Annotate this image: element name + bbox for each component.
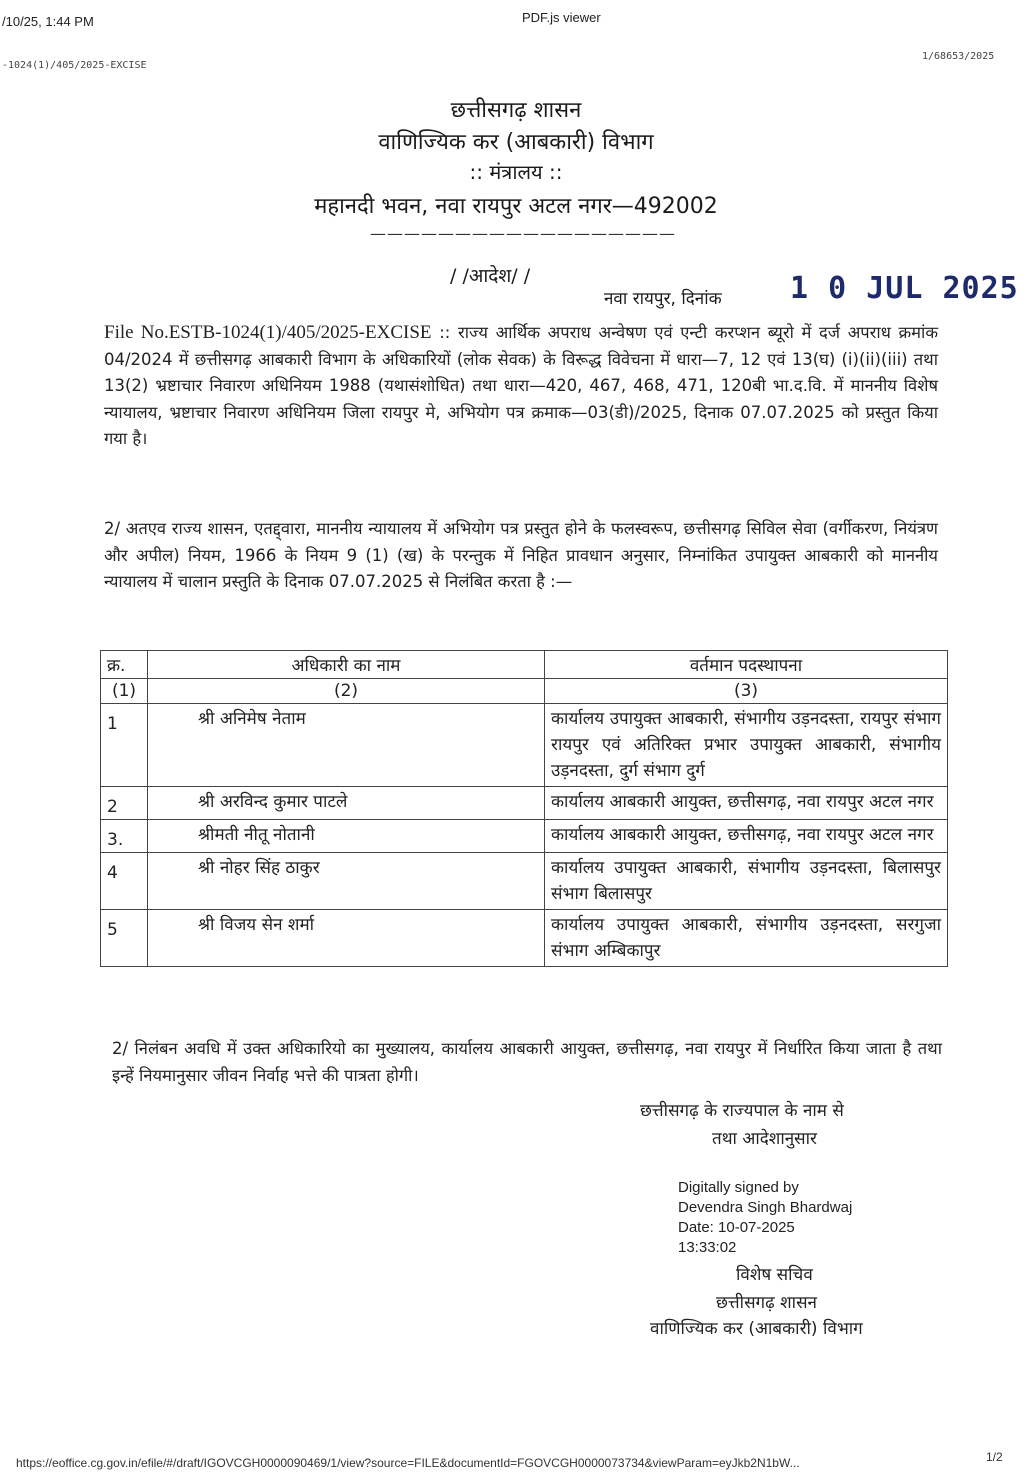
row-serial: 3. [101,820,148,853]
page-indicator: 1/2 [986,1450,1003,1464]
row-officer-name: श्री विजय सेन शर्मा [148,910,545,967]
signatory-govt: छत्तीसगढ़ शासन [716,1293,817,1313]
col-num-3: (3) [545,679,948,704]
row-officer-name: श्री अनिमेष नेताम [148,704,545,787]
header-divider: —————————————————— [370,224,676,243]
col-header-name: अधिकारी का नाम [148,651,545,679]
header-govt: छत्तीसगढ़ शासन [450,98,582,123]
row-serial: 1 [101,704,148,787]
place-date-label: नवा रायपुर, दिनांक [604,289,722,309]
row-serial: 2 [101,787,148,820]
table-header-row [101,651,948,679]
table-subheader-row [101,679,948,704]
col-header-posting: वर्तमान पदस्थापना [545,651,948,679]
header-address: महानदी भवन, नवा रायपुर अटल नगर—492002 [314,194,718,219]
signatory-dept: वाणिज्यिक कर (आबकारी) विभाग [650,1319,863,1339]
footer-url: https://eoffice.cg.gov.in/efile/#/draft/IGOVCGH0000090469/1/view?source=FILE&documentId=FGOVCGH0000073734&viewParam=eyJkb2N1bW... [16,1456,800,1470]
header-dept: वाणिज्यिक कर (आबकारी) विभाग [378,130,654,155]
table-row [101,910,948,967]
governor-line-1: छत्तीसगढ़ के राज्यपाल के नाम से [640,1101,844,1121]
paragraph-2: 2/ अतएव राज्य शासन, एतद्द्वारा, माननीय न्यायालय में अभियोग पत्र प्रस्तुत होने के फलस्वरूप, छत्तीसगढ़ सिविल सेवा (वर्गीकरण, नियंत्रण और अपील) नियम, 1966 के नियम 9 (1) (ख) के परन्तुक में निहित प्रावधान अनुसार, निम्नांकित उपायुक्त आबकारी को माननीय न्यायालय में चालान प्रस्तुति के दिनाक 07.07.2025 से निलंबित करता है :— [104,519,938,591]
table-row [101,787,948,820]
row-posting: कार्यालय उपायुक्त आबकारी, संभागीय उड़नदस्ता, सरगुजा संभाग अम्बिकापुर [545,910,948,967]
paragraph-1-text: :: राज्य आर्थिक अपराध अन्वेषण एवं एन्टी करप्शन ब्यूरो में दर्ज अपराध क्रमांक 04/2024 में छत्तीसगढ़ आबकारी विभाग के अधिकारियों (लोक सेवक) के विरूद्ध विवेचना में धारा—7, 12 एवं 13(घ) (i)(ii)(iii) तथा 13(2) भ्रष्टाचार निवारण अधिनियम 1988 (यथासंशोधित) तथा धारा—420, 467, 468, 471, 120बी भा.द.वि. में माननीय विशेष न्यायालय, भ्रष्टाचार निवारण अधिनियम जिला रायपुर मे, अभियोग पत्र क्रमाक—03(डी)/2025, दिनाक 07.07.2025 को प्रस्तुत किया गया है। [104,323,938,448]
viewer-title: PDF.js viewer [522,10,601,25]
signature-time: 13:33:02 [678,1239,737,1256]
signature-name: Devendra Singh Bhardwaj [678,1199,853,1216]
print-datetime: /10/25, 1:44 PM [2,14,94,29]
governor-line-2: तथा आदेशानुसार [712,1129,818,1149]
order-title: / /आदेश/ / [450,265,531,287]
file-ref-left: -1024(1)/405/2025-EXCISE [2,60,147,71]
file-number: File No.ESTB-1024(1)/405/2025-EXCISE [104,322,432,343]
paragraph-1 [104,320,938,453]
row-posting: कार्यालय आबकारी आयुक्त, छत्तीसगढ़, नवा रायपुर अटल नगर [545,787,948,820]
row-officer-name: श्री नोहर सिंह ठाकुर [148,853,545,910]
row-serial: 4 [101,853,148,910]
header-ministry: :: मंत्रालय :: [469,160,563,184]
row-officer-name: श्रीमती नीतू नोतानी [148,820,545,853]
table-row [101,853,948,910]
col-num-2: (2) [148,679,545,704]
date-stamp: 1 0 JUL 2025 [790,271,1019,306]
officers-table [100,650,948,967]
signature-date: Date: 10-07-2025 [678,1219,795,1236]
digital-signature [678,1178,852,1258]
table-row [101,820,948,853]
row-posting: कार्यालय उपायुक्त आबकारी, संभागीय उड़नदस्ता, बिलासपुर संभाग बिलासपुर [545,853,948,910]
paragraph-3: 2/ निलंबन अवधि में उक्त अधिकारियो का मुख्यालय, कार्यालय आबकारी आयुक्त, छत्तीसगढ़, नवा रायपुर में निर्धारित किया जाता है तथा इन्हें नियमानुसार जीवन निर्वाह भत्ते की पात्रता होगी। [112,1039,942,1085]
row-serial: 5 [101,910,148,967]
row-officer-name: श्री अरविन्द कुमार पाटले [148,787,545,820]
col-num-1: (1) [101,679,148,704]
signature-line-1: Digitally signed by [678,1179,799,1196]
row-posting: कार्यालय उपायुक्त आबकारी, संभागीय उड़नदस्ता, रायपुर संभाग रायपुर एवं अतिरिक्त प्रभार उपायुक्त आबकारी, संभागीय उड़नदस्ता, दुर्ग संभाग दुर्ग [545,704,948,787]
signatory-designation: विशेष सचिव [736,1265,813,1285]
row-posting: कार्यालय आबकारी आयुक्त, छत्तीसगढ़, नवा रायपुर अटल नगर [545,820,948,853]
col-header-serial: क्र. [101,651,148,679]
table-row [101,704,948,787]
file-ref-right: 1/68653/2025 [922,51,995,62]
